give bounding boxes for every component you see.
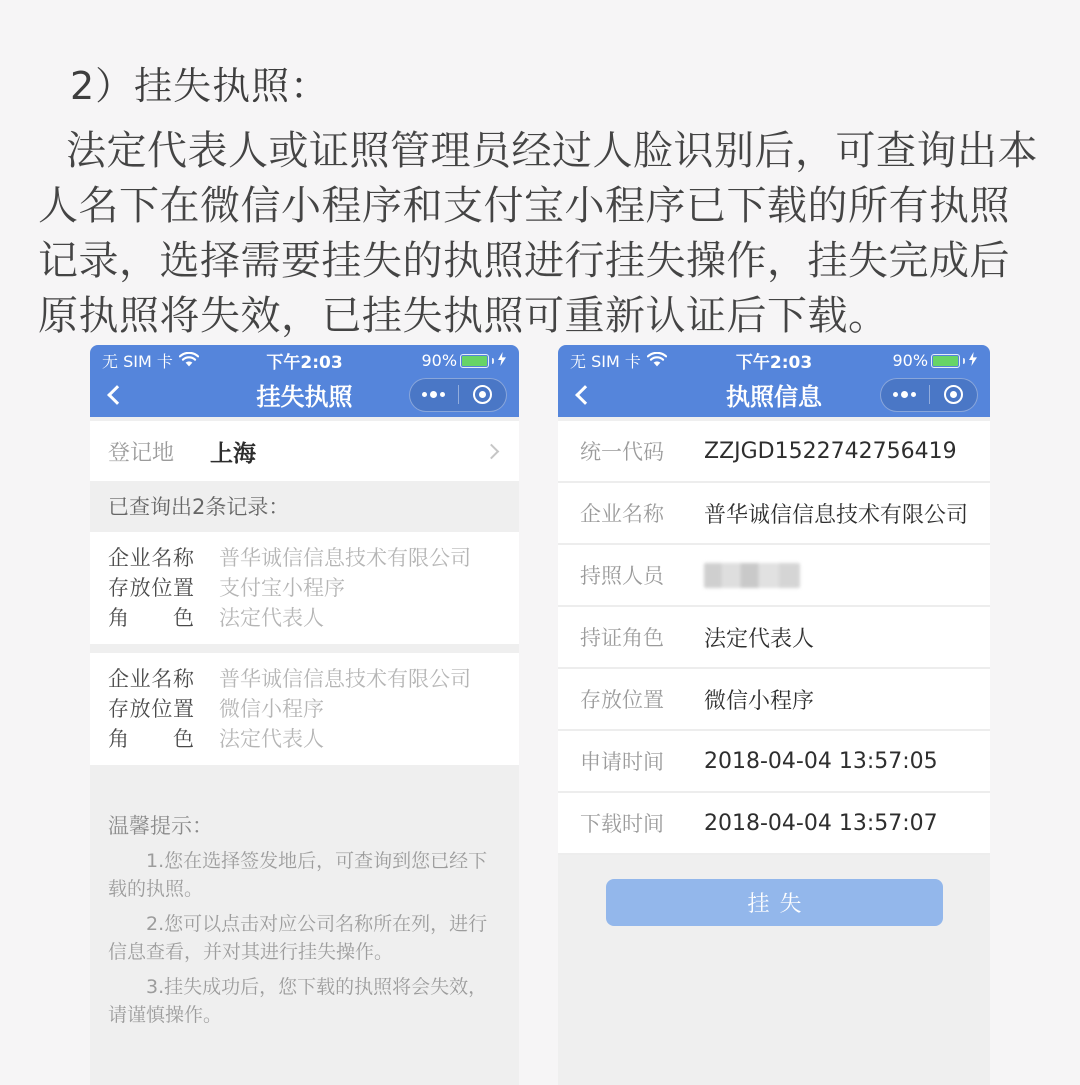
page-title: 执照信息 (726, 383, 822, 411)
carrier-label: 无 SIM 卡 (570, 352, 641, 371)
license-info-list (558, 421, 990, 855)
info-label: 企业名称 (580, 502, 664, 526)
nav-bar (558, 372, 990, 417)
miniprogram-capsule (880, 378, 978, 412)
battery-tip (963, 358, 965, 364)
description-paragraph: 法定代表人或证照管理员经过人脸识别后，可查询出本人名下在微信小程序和支付宝小程序已下载的所有执照记录，选择需要挂失的执照进行挂失操作，挂失完成后原执照将失效，已挂失执照可重新认证后下载。 (38, 128, 1038, 339)
record-company-label: 企业名称 (108, 667, 194, 691)
miniprogram-capsule (409, 378, 507, 412)
tip-item: 1.您在选择签发地后，可查询到您已经下载的执照。 (108, 850, 488, 900)
info-label: 存放位置 (580, 688, 664, 712)
carrier-label: 无 SIM 卡 (102, 352, 173, 371)
battery-percent-label: 90% (421, 351, 458, 370)
license-record-card[interactable] (90, 532, 519, 644)
tip-item: 3.挂失成功后，您下载的执照将会失效，请谨慎操作。 (108, 976, 488, 1026)
back-chevron-icon[interactable] (107, 385, 127, 405)
charging-bolt-icon (497, 351, 507, 370)
record-company-label: 企业名称 (108, 546, 194, 570)
registry-location-row[interactable] (90, 421, 519, 481)
section-heading: 2）挂失执照： (70, 64, 330, 108)
record-role-value: 法定代表人 (219, 727, 324, 751)
registry-label: 登记地 (108, 440, 175, 466)
masked-holder-name (704, 563, 800, 588)
info-row-holder-role (558, 607, 990, 669)
page-title: 挂失执照 (256, 383, 353, 411)
status-bar (90, 345, 519, 372)
phone-header (558, 345, 990, 417)
target-circle-icon[interactable] (459, 385, 507, 404)
battery-icon (460, 354, 489, 368)
clock-label: 下午2:03 (266, 353, 343, 373)
clock-label: 下午2:03 (735, 353, 813, 373)
info-value: 2018-04-04 13:57:07 (704, 810, 938, 836)
info-row-holder-name (558, 545, 990, 607)
info-row-apply-time (558, 731, 990, 793)
info-label: 统一代码 (580, 440, 664, 464)
phone-screenshot-license-info (558, 345, 990, 1085)
charging-bolt-icon (968, 351, 978, 370)
info-row-storage-location (558, 669, 990, 731)
info-label: 下载时间 (580, 812, 664, 836)
info-value: 法定代表人 (704, 626, 815, 652)
info-row-company-name (558, 483, 990, 545)
target-circle-icon[interactable] (930, 385, 978, 404)
wifi-icon (179, 352, 199, 371)
result-count-banner: 已查询出2条记录： (108, 495, 290, 519)
chevron-right-icon (484, 443, 500, 459)
record-role-label: 角色 (108, 727, 194, 751)
report-loss-button[interactable]: 挂失 (606, 879, 943, 926)
tips-title: 温馨提示： (108, 814, 213, 838)
tip-item: 2.您可以点击对应公司名称所在列，进行信息查看，并对其进行挂失操作。 (108, 913, 488, 963)
record-company-value: 普华诚信信息技术有限公司 (219, 546, 471, 570)
wifi-icon (647, 352, 667, 371)
info-row-unified-code (558, 421, 990, 483)
info-label: 持证角色 (580, 626, 664, 650)
record-role-label: 角色 (108, 606, 194, 630)
battery-percent-label: 90% (892, 351, 929, 370)
battery-tip (492, 358, 494, 364)
info-value: ZZJGD1522742756419 (704, 438, 957, 464)
more-dots-icon[interactable] (881, 391, 929, 398)
back-chevron-icon[interactable] (575, 385, 595, 405)
record-company-value: 普华诚信信息技术有限公司 (219, 667, 471, 691)
info-label: 申请时间 (580, 750, 664, 774)
info-value: 微信小程序 (704, 688, 815, 714)
phone-screenshot-license-list (90, 345, 519, 1085)
nav-bar (90, 372, 519, 417)
info-label: 持照人员 (580, 564, 664, 588)
info-value: 2018-04-04 13:57:05 (704, 748, 938, 774)
phone-header (90, 345, 519, 417)
record-location-value: 微信小程序 (219, 697, 324, 721)
info-row-download-time (558, 793, 990, 855)
status-bar (558, 345, 990, 372)
record-location-value: 支付宝小程序 (219, 576, 345, 600)
info-value: 普华诚信信息技术有限公司 (704, 502, 969, 528)
license-record-card[interactable] (90, 653, 519, 765)
more-dots-icon[interactable] (410, 391, 458, 398)
registry-value: 上海 (210, 440, 256, 467)
record-location-label: 存放位置 (108, 697, 194, 721)
record-role-value: 法定代表人 (219, 606, 324, 630)
record-location-label: 存放位置 (108, 576, 194, 600)
tips-section (90, 774, 519, 1029)
battery-icon (931, 354, 960, 368)
